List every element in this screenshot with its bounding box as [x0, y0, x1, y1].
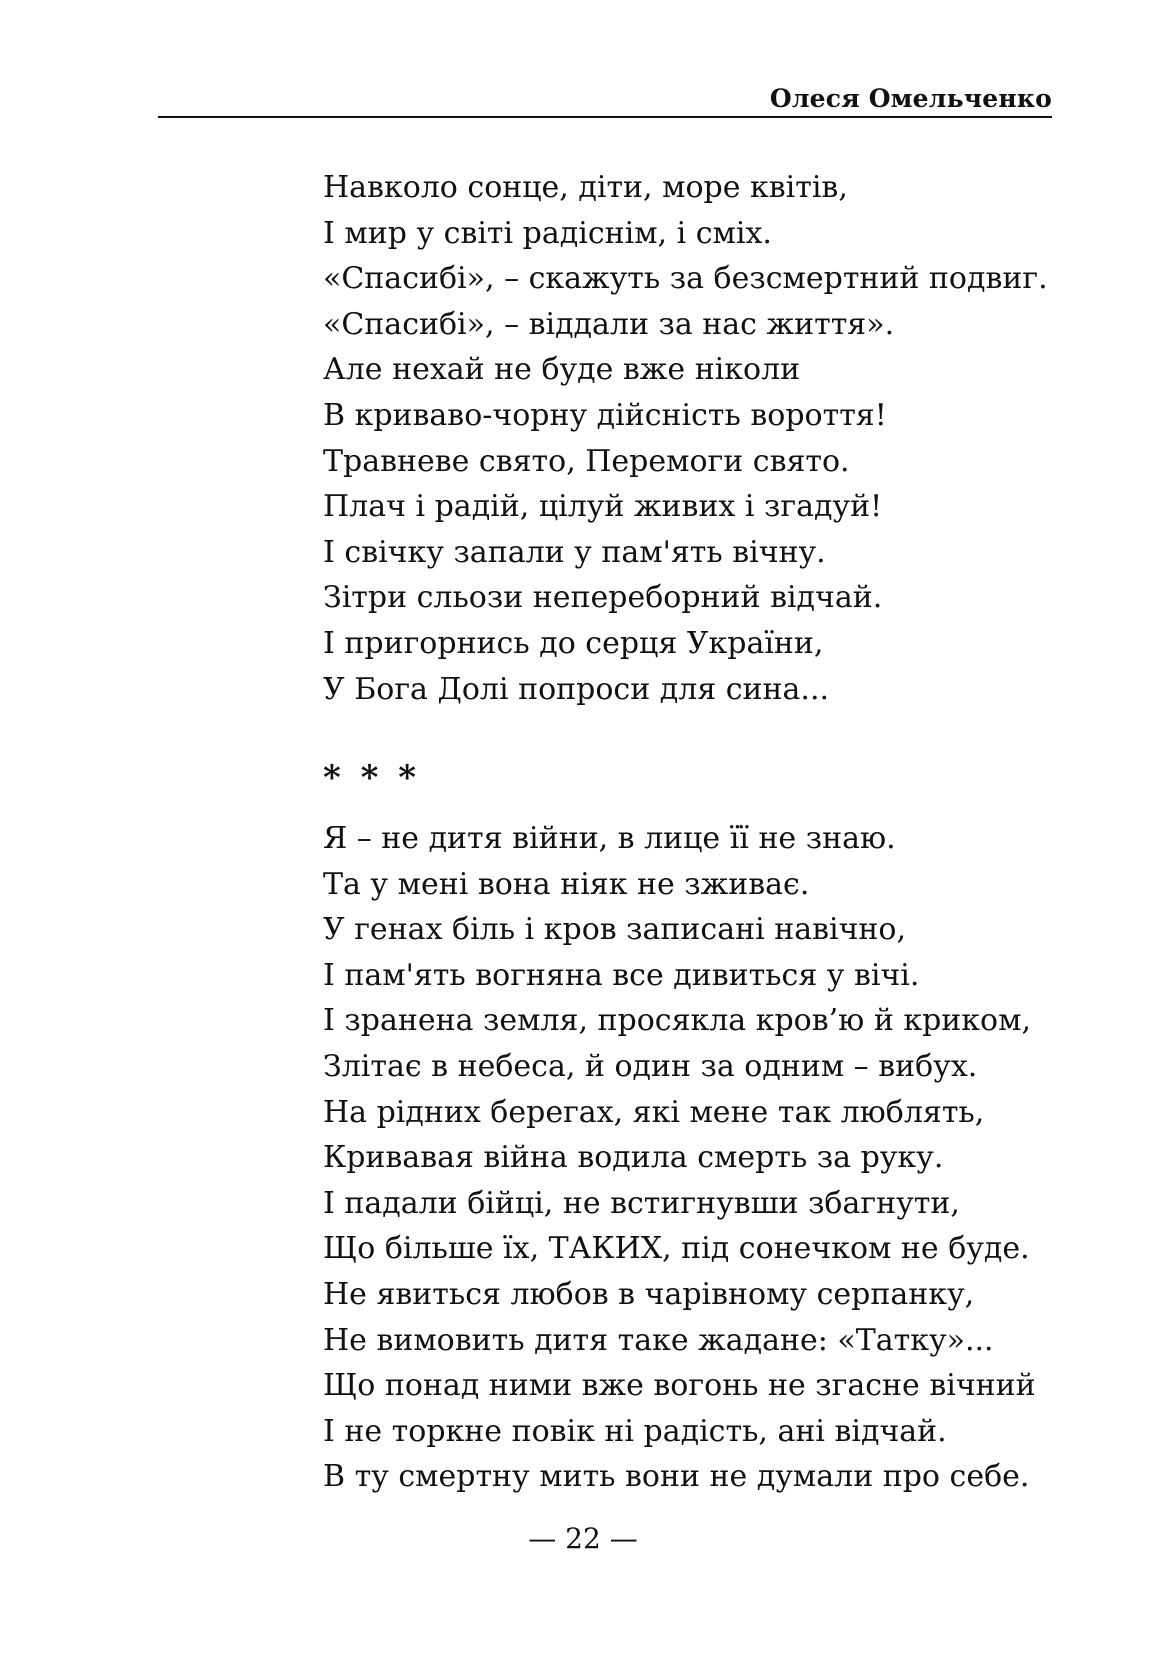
poem-line: «Спасибі», – скажуть за безсмертний подвиг. [323, 261, 1048, 297]
poem-line: Кривавая війна водила смерть за руку. [323, 1140, 944, 1176]
poem-line: І пам'ять вогняна все дивиться у вічі. [323, 957, 920, 993]
poem-line: Зітри сльози непереборний відчай. [323, 580, 883, 616]
poem-line: Але нехай не буде вже ніколи [323, 352, 801, 388]
poem-line: «Спасибі», – віддали за нас життя». [323, 306, 895, 342]
poem-stanza-2 [323, 816, 1083, 1500]
poem-line: У Бога Долі попроси для сина... [323, 671, 830, 707]
poem-line: І не торкне повік ні радість, ані відчай. [323, 1413, 947, 1449]
poem-line: Навколо сонце, діти, море квітів, [323, 170, 848, 205]
poem-line: І пригорнись до серця України, [323, 625, 824, 661]
section-separator: * * * [323, 758, 421, 798]
poem-line: І зранена земля, просякла кров’ю й криком, [323, 1003, 1031, 1039]
poem-line: Злітає в небеса, й один за одним – вибух. [323, 1048, 978, 1084]
poem-line: Не явиться любов в чарівному серпанку, [323, 1276, 975, 1312]
poem-line: Та у мені вона ніяк не зживає. [323, 866, 810, 902]
poem-stanza-1 [323, 165, 1083, 712]
running-header [158, 84, 1052, 118]
poem-line: Не вимовить дитя таке жадане: «Татку»... [323, 1322, 994, 1358]
poem-line: Плач і радій, цілуй живих і згадуй! [323, 489, 883, 525]
poem-line: І падали бійці, не встигнувши збагнути, [323, 1185, 960, 1221]
page-number: — 22 — [528, 1522, 638, 1555]
poem-line: На рідних берегах, які мене так люблять, [323, 1094, 985, 1130]
poem-line: У генах біль і кров записані навічно, [323, 912, 907, 948]
poem-line: Що понад ними вже вогонь не згасне вічний [323, 1368, 1036, 1404]
poem-line: В криваво-чорну дійсність вороття! [323, 397, 887, 433]
poem-line: В ту смертну мить вони не думали про себе. [323, 1459, 1030, 1495]
poem-line: І мир у світі радіснім, і сміх. [323, 215, 772, 251]
author-name: Олеся Омельченко [769, 84, 1052, 113]
poem-line: Травневе свято, Перемоги свято. [323, 443, 850, 479]
poem-line: Я – не дитя війни, в лице її не знаю. [323, 821, 896, 856]
poem-line: І свічку запали у пам'ять вічну. [323, 534, 826, 570]
poem-line: Що більше їх, ТАКИХ, під сонечком не буде. [323, 1231, 1030, 1267]
